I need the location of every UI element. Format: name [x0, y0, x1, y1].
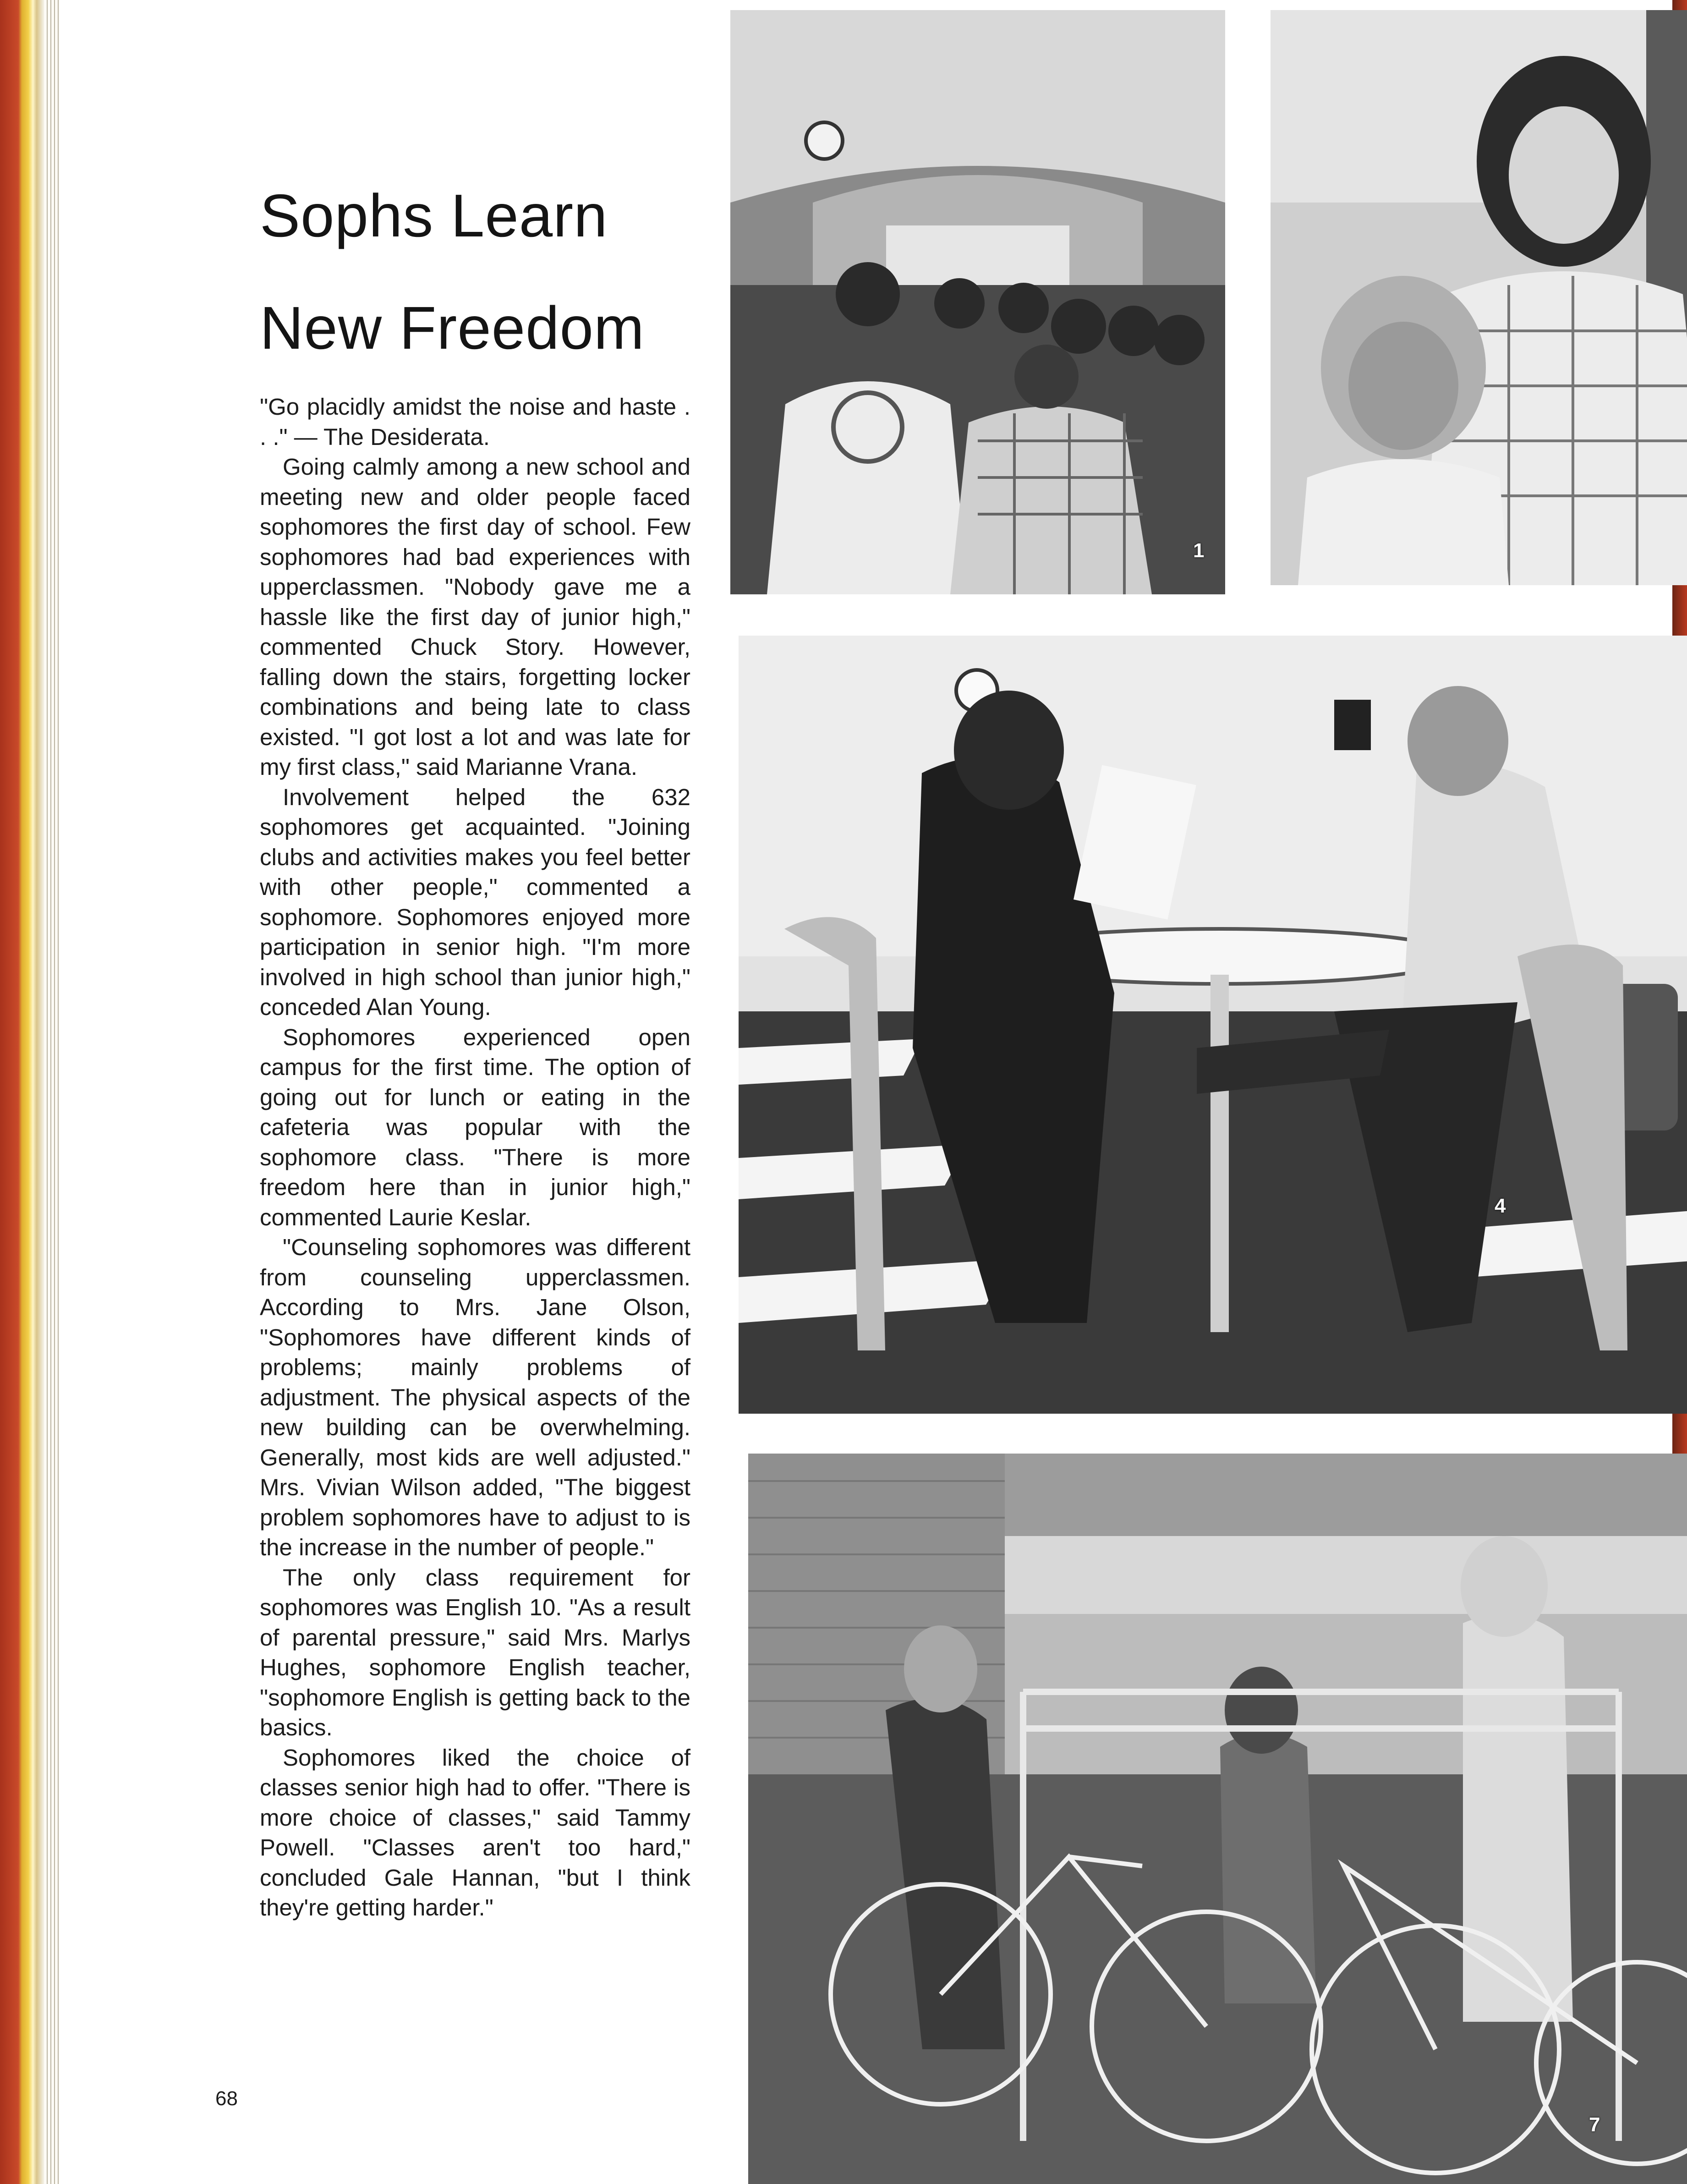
photo-two-students — [1271, 10, 1687, 585]
photo-number: 7 — [1589, 2113, 1600, 2136]
headline-line-1: Sophs Learn — [260, 182, 608, 249]
yearbook-page — [60, 0, 1672, 2184]
photo-bike-rack — [748, 1454, 1687, 2184]
paragraph: "Counseling sophomores was different from counseling upperclassmen. According to Mrs. Jane Olson, "Sophomores have different kinds of problems; mainly problems of adjustment. The physical aspects of the new building can be overwhelming. Generally, most kids are well adjusted." Mrs. Vivian Wilson added, "The biggest problem sophomores have to adjust to is the increase in the number of people." — [260, 1234, 690, 1560]
photo-number: 1 — [1193, 539, 1205, 562]
paragraph: Going calmly among a new school and meeting new and older people faced sophomores the first day of school. Few sophomores had bad experiences with upperclassmen. "Nobody gave me a hassle like the first day of junior high," commented Chuck Story. However, falling down the stairs, forgetting locker combinations and being late to class existed. "I got lost a lot and was late for my first class," said Marianne Vrana. — [260, 454, 690, 780]
paragraph: Involvement helped the 632 sophomores get acquainted. "Joining clubs and activities makes you feel better with other people," commented a sophomore. Sophomores enjoyed more participation in senior high. "I'm more involved in high school than junior high," conceded Alan Young. — [260, 784, 690, 1020]
photo-number: 4 — [1495, 1195, 1506, 1217]
paragraph: The only class requirement for sophomores was English 10. "As a result of parental pressure," said Mrs. Marlys Hughes, sophomore English teacher, "sophomore English is getting back to the basics. — [260, 1564, 690, 1740]
paragraph: Sophomores liked the choice of classes senior high had to offer. "There is more choice of classes," said Tammy Powell. "Classes aren't too hard," concluded Gale Hannan, "but I think they're getting harder." — [260, 1744, 690, 1921]
photo-hallway-students — [730, 10, 1225, 594]
page-number: 68 — [215, 2087, 238, 2110]
page-stack-edge — [44, 0, 60, 2184]
headline-line-2: New Freedom — [260, 294, 645, 362]
paragraph: "Go placidly amidst the noise and haste . . ." — The Desiderata. — [260, 394, 690, 450]
photo-cafeteria-table — [739, 636, 1687, 1414]
paragraph: Sophomores experienced open campus for the first time. The option of going out for lunch or eating in the cafeteria was popular with the sophomore class. "There is more freedom here than in junior high," commented Laurie Keslar. — [260, 1024, 690, 1230]
article-body — [260, 392, 690, 1923]
